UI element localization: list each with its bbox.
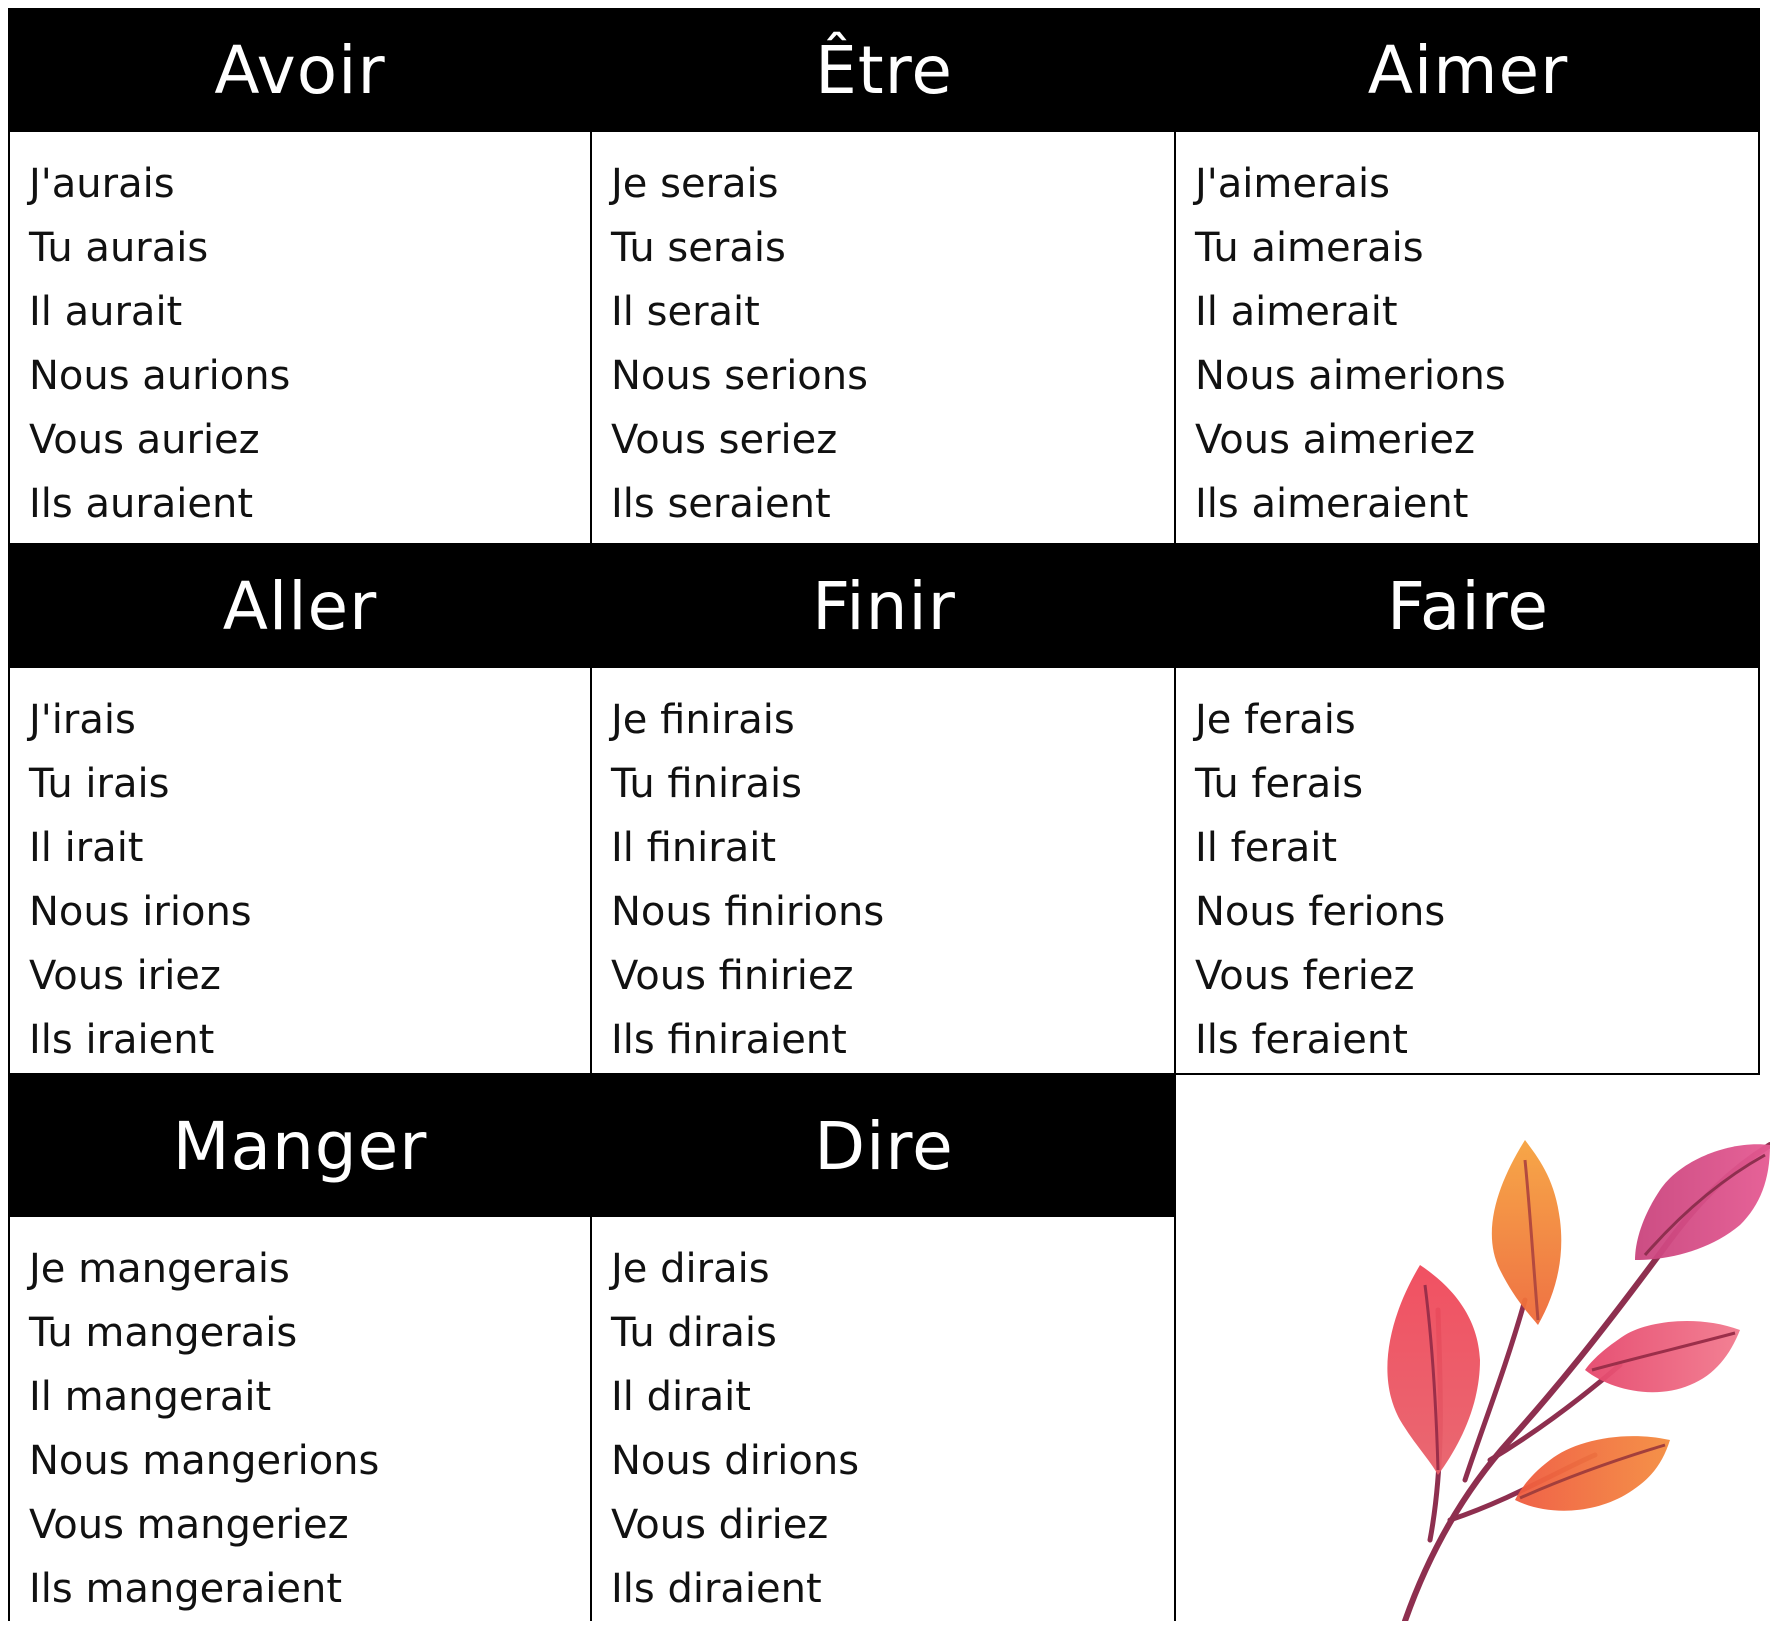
verb-title: Avoir [8,8,592,132]
verb-form: Il aimerait [1195,289,1398,335]
verb-form: Je finirais [611,697,795,743]
verb-form: Il ferait [1195,825,1338,871]
verb-form: Nous aimerions [1195,353,1506,399]
verb-form: Tu ferais [1195,761,1364,807]
verb-form: J'irais [29,697,136,743]
verb-title: Dire [592,1075,1176,1217]
verb-forms [1176,668,1760,1075]
verb-form: Vous iriez [29,953,221,999]
verb-card-avoir [8,8,592,545]
verb-form: Nous ferions [1195,889,1446,935]
verb-form: Ils aimeraient [1195,481,1469,527]
verb-form: Nous aurions [29,353,291,399]
verb-forms [8,1217,592,1621]
verb-form: Tu dirais [611,1310,777,1356]
verb-form: Il aurait [29,289,183,335]
verb-form: Nous serions [611,353,868,399]
verb-form: Il mangerait [29,1374,272,1420]
verb-form: Vous finiriez [611,953,854,999]
verb-form: Je dirais [611,1246,770,1292]
verb-form: Nous mangerions [29,1438,380,1484]
verb-form: Vous aimeriez [1195,417,1475,463]
verb-form: Ils finiraient [611,1017,847,1063]
verb-card-aller [8,545,592,1075]
verb-form: Tu finirais [611,761,802,807]
verb-card-manger [8,1075,592,1621]
verb-card-aimer [1176,8,1760,545]
verb-form: Il serait [611,289,760,335]
verb-card-faire [1176,545,1760,1075]
verb-form: J'aurais [29,161,175,207]
verb-forms [592,132,1176,545]
verb-form: Vous feriez [1195,953,1415,999]
verb-form: Tu irais [29,761,170,807]
verb-title: Finir [592,545,1176,668]
verb-form: Ils mangeraient [29,1566,343,1612]
verb-form: Ils diraient [611,1566,822,1612]
verb-form: Il finirait [611,825,777,871]
verb-card-dire [592,1075,1176,1621]
verb-form: Il irait [29,825,144,871]
verb-form: Je ferais [1195,697,1356,743]
verb-form: Ils feraient [1195,1017,1408,1063]
verb-form: Je serais [611,161,779,207]
verb-form: Tu aimerais [1195,225,1424,271]
verb-title: Aimer [1176,8,1760,132]
verb-title: Aller [8,545,592,668]
verb-forms [1176,132,1760,545]
verb-form: Il dirait [611,1374,751,1420]
verb-title: Faire [1176,545,1760,668]
verb-forms [8,132,592,545]
verb-form: Vous auriez [29,417,260,463]
verb-form: Ils auraient [29,481,254,527]
verb-form: Tu mangerais [29,1310,298,1356]
verb-title: Manger [8,1075,592,1217]
verb-card-finir [592,545,1176,1075]
verb-form: Nous irions [29,889,252,935]
verb-form: Vous diriez [611,1502,829,1548]
verb-form: Nous finirions [611,889,885,935]
verb-title: Être [592,8,1176,132]
verb-form: Tu serais [611,225,786,271]
verb-forms [8,668,592,1075]
verb-form: Vous seriez [611,417,838,463]
verb-form: Vous mangeriez [29,1502,349,1548]
verb-form: Ils seraient [611,481,831,527]
autumn-leaf-branch-icon [1370,1120,1770,1621]
verb-card-etre [592,8,1176,545]
verb-form: Nous dirions [611,1438,860,1484]
verb-form: Ils iraient [29,1017,215,1063]
verb-forms [592,668,1176,1075]
verb-forms [592,1217,1176,1621]
verb-form: Tu aurais [29,225,209,271]
verb-form: Je mangerais [29,1246,290,1292]
verb-form: J'aimerais [1195,161,1390,207]
